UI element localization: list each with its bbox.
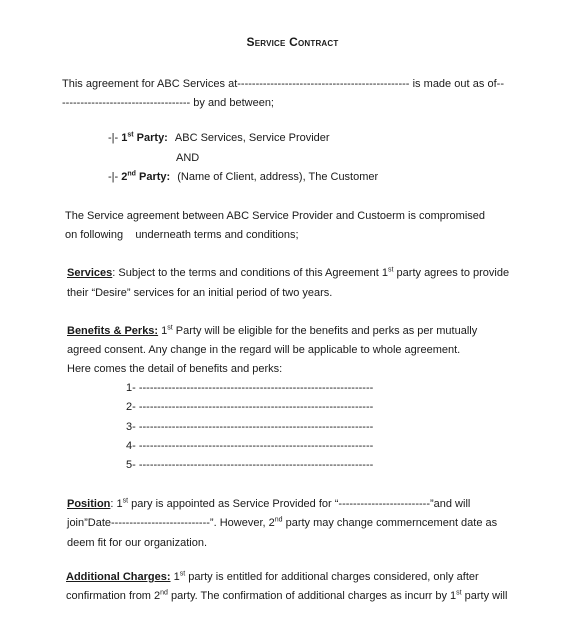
benefit-item: 2- ---------------------------------------------------------------- [126, 401, 374, 413]
position-heading: Position [67, 498, 111, 510]
benefit-item: 3- ---------------------------------------------------------------- [126, 421, 374, 433]
party-2-row [108, 170, 378, 184]
paragraph-1-line-2: on following underneath terms and conditions; [65, 229, 299, 241]
position-line-2: join”Date---------------------------”. However, 2nd party may change commerncement date as [67, 516, 498, 529]
benefit-item: 4- ---------------------------------------------------------------- [126, 440, 374, 452]
party-2-label: 2nd Party: [121, 170, 171, 183]
and-text: AND [176, 152, 200, 164]
position-line-3: deem fit for our organization. [67, 537, 208, 549]
benefits-heading: Benefits & Perks: [67, 325, 159, 337]
party-1-label: 1st Party: [121, 131, 168, 144]
party-1-row [108, 131, 330, 145]
intro-line-2: ----------------------------------- by and between; [62, 97, 274, 109]
benefits-line-2: agreed consent. Any change in the regard will be applicable to whole agreement. [67, 344, 461, 356]
party-2-value: (Name of Client, address), The Customer [177, 171, 379, 183]
services-heading: Services [67, 267, 113, 279]
benefit-item: 1- ---------------------------------------------------------------- [126, 382, 374, 394]
party-2-bullet: -|- [108, 171, 119, 183]
position-line-1: Position: 1st pary is appointed as Service Provided for “-------------------------”and will [67, 497, 471, 510]
services-line-2: their “Desire” services for an initial period of two years. [67, 287, 333, 299]
document-title: Service Contract [246, 35, 339, 49]
benefit-item: 5- ---------------------------------------------------------------- [126, 459, 374, 471]
services-line-1: Services: Subject to the terms and conditions of this Agreement 1st party agrees to provide [67, 266, 510, 279]
intro-line-1: This agreement for ABC Services at----------------------------------------------- is made out as of-- [62, 78, 504, 90]
charges-line-2: confirmation from 2nd party. The confirmation of additional charges as incurr by 1st party will [66, 589, 508, 602]
benefits-line-3: Here comes the detail of benefits and perks: [67, 363, 283, 375]
charges-heading: Additional Charges: [66, 571, 171, 583]
paragraph-1-line-1: The Service agreement between ABC Service Provider and Custoerm is compromised [65, 210, 486, 222]
party-1-value: ABC Services, Service Provider [174, 132, 330, 144]
party-1-bullet: -|- [108, 132, 119, 144]
charges-line-1: Additional Charges: 1st party is entitled for additional charges considered, only after [66, 570, 479, 583]
benefits-line-1: Benefits & Perks: 1st Party will be eligible for the benefits and perks as per mutually [67, 324, 478, 337]
